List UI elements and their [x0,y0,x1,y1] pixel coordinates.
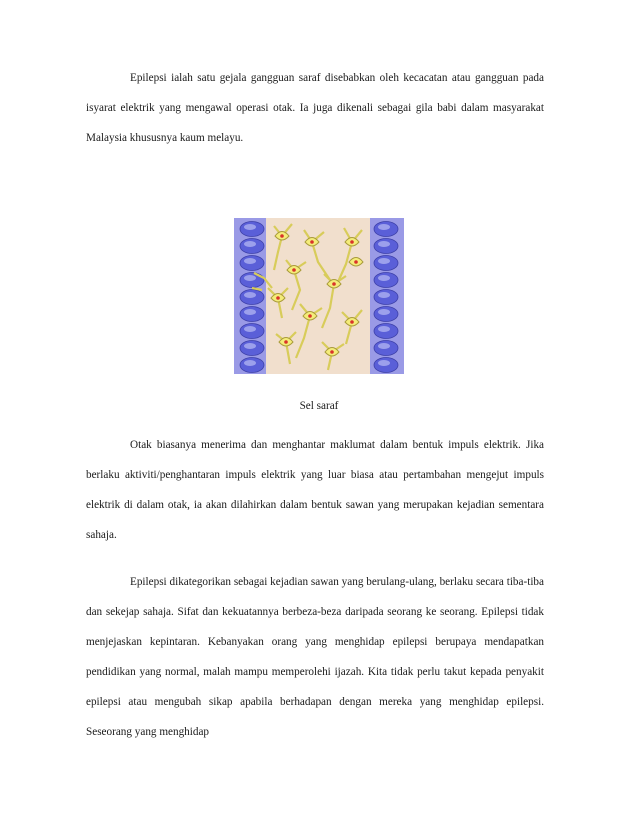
wall-cell-highlight [378,224,390,230]
wall-cell-highlight [378,258,390,264]
right-wall-cells [374,222,398,373]
wall-cell-highlight [378,326,390,332]
wall-cell-highlight [378,292,390,298]
nerve-cell-illustration [234,218,404,374]
wall-cell-highlight [244,275,256,281]
wall-cell-highlight [244,258,256,264]
neuron-nucleus [276,296,280,300]
paragraph-intro: Epilepsi ialah satu gejala gangguan saraf disebabkan oleh kecacatan atau gangguan pada isyarat elektrik yang mengawal operasi otak. Ia juga dikenali sebagai gila babi dalam masyarakat Malaysia khususnya kaum melayu. [86,72,544,144]
wall-cell-highlight [378,343,390,349]
wall-cell-highlight [378,241,390,247]
wall-cell-highlight [244,292,256,298]
neuron-nucleus [310,240,314,244]
wall-cell-highlight [244,241,256,247]
neuron-nucleus [332,282,336,286]
paragraph-impuls: Otak biasanya menerima dan menghantar maklumat dalam bentuk impuls elektrik. Jika berlaku aktiviti/penghantaran impuls elektrik yang luar biasa atau pertambahan mengejut impuls elektrik di dalam otak, ia akan dilahirkan dalam bentuk sawan yang merupakan kejadian sementara sahaja. [86,439,544,541]
neuron-nucleus [292,268,296,272]
wall-cell-highlight [378,309,390,315]
neuron-nucleus [330,350,334,354]
paragraph-kategori: Epilepsi dikategorikan sebagai kejadian sawan yang berulang-ulang, berlaku secara tiba-tiba dan sekejap sahaja. Sifat dan kekuatannya berbeza-beza daripada seorang ke seorang. Epilepsi tidak menjejaskan kepintaran. Kebanyakan orang yang menghidap epilepsi berupaya mendapatkan pendidikan yang normal, malah mampu memperolehi ijazah. Kita tidak perlu takut kepada penyakit epilepsi atau mengubah sikap apabila berhadapan dengan mereka yang menghidap epilepsi. Seseorang yang menghidap [86,576,544,738]
wall-cell-highlight [244,343,256,349]
neuron-nucleus [350,240,354,244]
neuron-nucleus [354,260,358,264]
neuron-nucleus [284,340,288,344]
left-wall-cells [240,222,264,373]
wall-cell-highlight [244,326,256,332]
wall-cell-highlight [378,275,390,281]
wall-cell-highlight [244,309,256,315]
neuron-nucleus [350,320,354,324]
neuron-nucleus [280,234,284,238]
wall-cell-highlight [244,224,256,230]
wall-cell-highlight [244,360,256,366]
figure-caption: Sel saraf [299,400,339,412]
wall-cell-highlight [378,360,390,366]
neuron-nucleus [308,314,312,318]
